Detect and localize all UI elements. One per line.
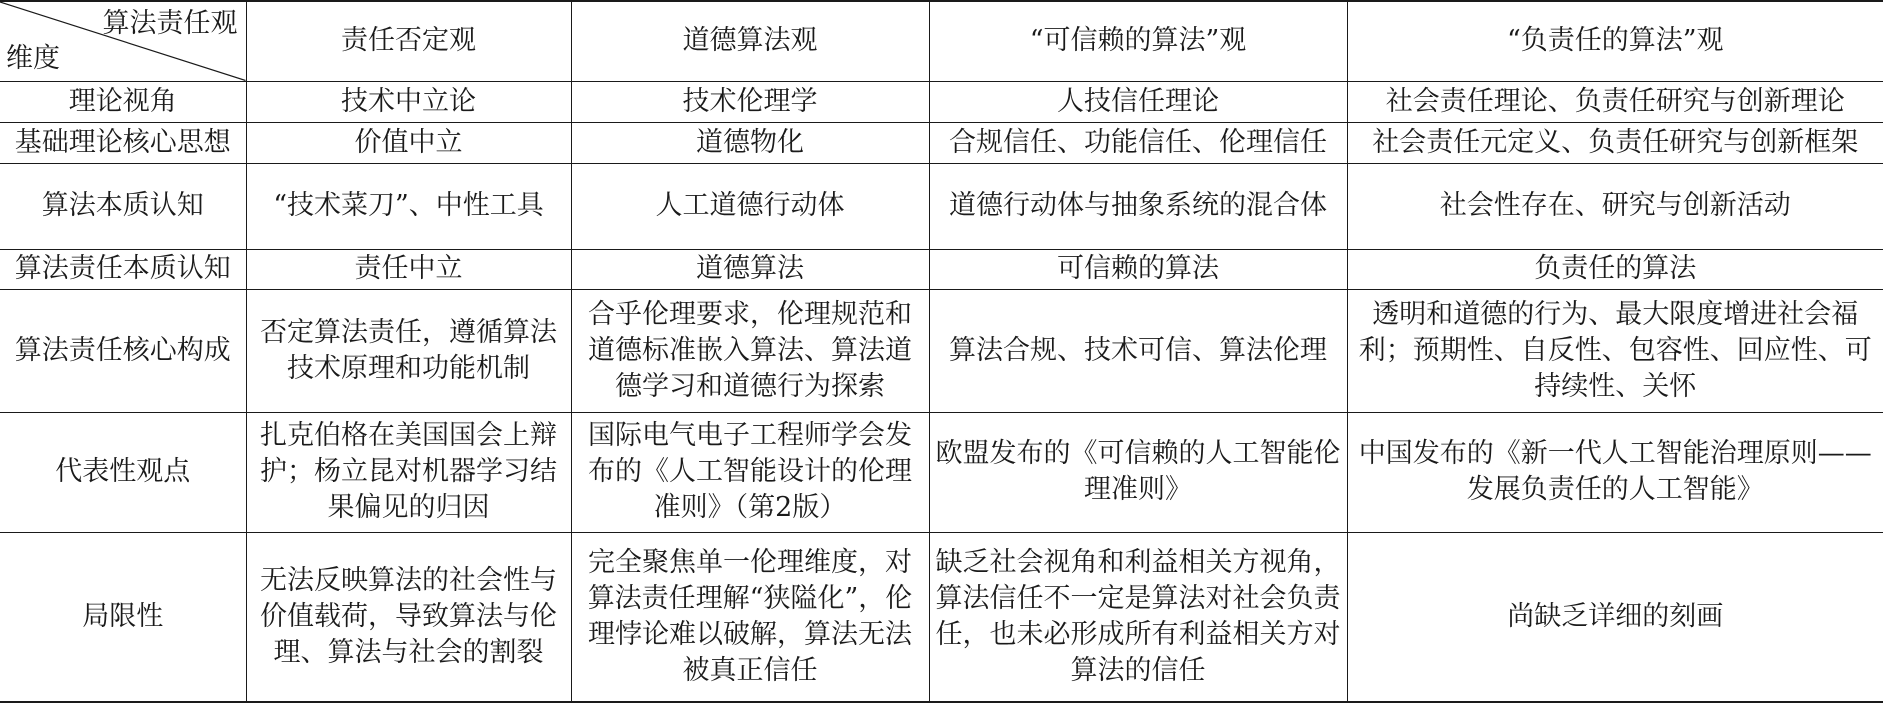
column-header: “负责任的算法”观 bbox=[1347, 1, 1883, 81]
table-cell: 算法合规、技术可信、算法伦理 bbox=[929, 289, 1347, 412]
row-header: 算法责任核心构成 bbox=[0, 289, 246, 412]
table-row bbox=[0, 249, 1883, 289]
table-row bbox=[0, 289, 1883, 412]
table-cell: 完全聚焦单一伦理维度，对算法责任理解“狭隘化”，伦理悖论难以破解，算法无法被真正信任 bbox=[571, 532, 929, 702]
table-cell: “技术菜刀”、中性工具 bbox=[246, 163, 571, 249]
table-cell: 合乎伦理要求，伦理规范和道德标准嵌入算法、算法道德学习和道德行为探索 bbox=[571, 289, 929, 412]
table-cell: 欧盟发布的《可信赖的人工智能伦理准则》 bbox=[929, 412, 1347, 532]
table-cell: 责任中立 bbox=[246, 249, 571, 289]
table-cell: 价值中立 bbox=[246, 122, 571, 163]
table-row bbox=[0, 122, 1883, 163]
table-cell: 透明和道德的行为、最大限度增进社会福利；预期性、自反性、包容性、回应性、可持续性、关怀 bbox=[1347, 289, 1883, 412]
table-row bbox=[0, 532, 1883, 702]
table-cell: 中国发布的《新一代人工智能治理原则——发展负责任的人工智能》 bbox=[1347, 412, 1883, 532]
header-row bbox=[0, 1, 1883, 81]
table-cell: 社会性存在、研究与创新活动 bbox=[1347, 163, 1883, 249]
table-cell: 技术伦理学 bbox=[571, 81, 929, 122]
corner-header-cell bbox=[0, 1, 246, 81]
table-cell: 可信赖的算法 bbox=[929, 249, 1347, 289]
table-cell: 否定算法责任，遵循算法技术原理和功能机制 bbox=[246, 289, 571, 412]
row-header: 理论视角 bbox=[0, 81, 246, 122]
table-cell: 国际电气电子工程师学会发布的《人工智能设计的伦理准则》（第2版） bbox=[571, 412, 929, 532]
table-cell: 社会责任理论、负责任研究与创新理论 bbox=[1347, 81, 1883, 122]
table-row bbox=[0, 412, 1883, 532]
table-row bbox=[0, 163, 1883, 249]
column-header: 道德算法观 bbox=[571, 1, 929, 81]
table-cell: 合规信任、功能信任、伦理信任 bbox=[929, 122, 1347, 163]
table-cell: 道德物化 bbox=[571, 122, 929, 163]
table-cell: 道德算法 bbox=[571, 249, 929, 289]
table-cell: 无法反映算法的社会性与价值载荷，导致算法与伦理、算法与社会的割裂 bbox=[246, 532, 571, 702]
table-cell: 人工道德行动体 bbox=[571, 163, 929, 249]
table-cell: 人技信任理论 bbox=[929, 81, 1347, 122]
row-header: 基础理论核心思想 bbox=[0, 122, 246, 163]
row-header: 代表性观点 bbox=[0, 412, 246, 532]
row-header: 算法责任本质认知 bbox=[0, 249, 246, 289]
table-row bbox=[0, 81, 1883, 122]
column-header: “可信赖的算法”观 bbox=[929, 1, 1347, 81]
table-cell: 缺乏社会视角和利益相关方视角，算法信任不一定是算法对社会负责任，也未必形成所有利益相关方对算法的信任 bbox=[929, 532, 1347, 702]
column-header: 责任否定观 bbox=[246, 1, 571, 81]
row-header: 算法本质认知 bbox=[0, 163, 246, 249]
table-cell: 负责任的算法 bbox=[1347, 249, 1883, 289]
row-header: 局限性 bbox=[0, 532, 246, 702]
corner-label-dimension: 维度 bbox=[6, 42, 60, 74]
table-cell: 技术中立论 bbox=[246, 81, 571, 122]
corner-label-algorithm-view: 算法责任观 bbox=[102, 8, 238, 39]
table-cell: 扎克伯格在美国国会上辩护；杨立昆对机器学习结果偏见的归因 bbox=[246, 412, 571, 532]
table-cell: 道德行动体与抽象系统的混合体 bbox=[929, 163, 1347, 249]
table-cell: 社会责任元定义、负责任研究与创新框架 bbox=[1347, 122, 1883, 163]
table-cell: 尚缺乏详细的刻画 bbox=[1347, 532, 1883, 702]
